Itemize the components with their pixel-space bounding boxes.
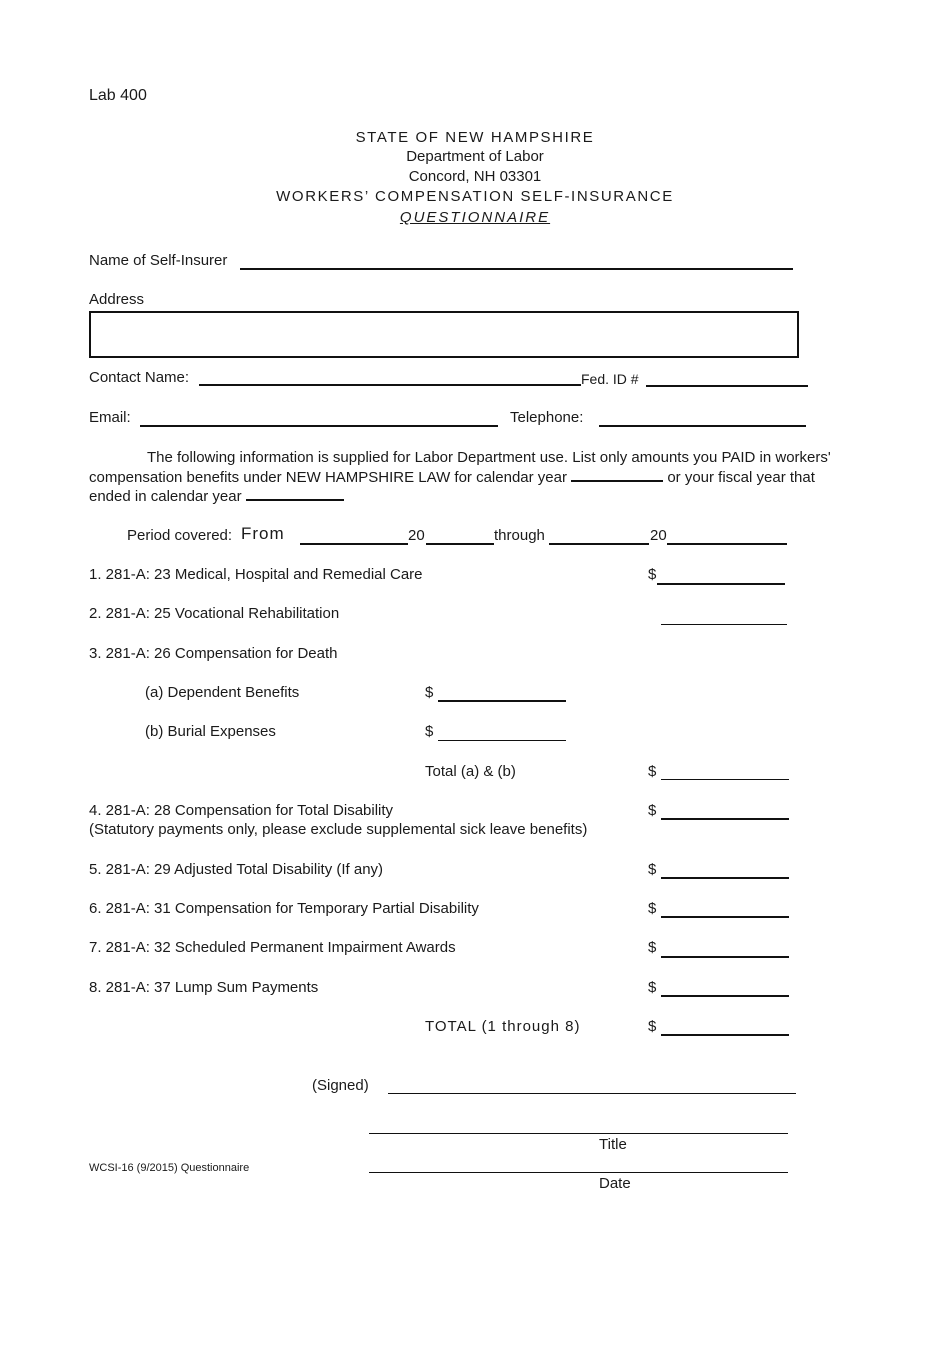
instructions-text-2: or your fiscal year that ended in calendar year xyxy=(89,468,815,505)
fiscal-year-input[interactable] xyxy=(246,487,344,501)
item-3b-label: (b) Burial Expenses xyxy=(145,723,276,740)
total-ab-currency: $ xyxy=(648,763,657,780)
period-from-label: From xyxy=(241,524,285,543)
address-label: Address xyxy=(89,291,145,308)
email-input[interactable] xyxy=(140,425,498,427)
item-6-currency: $ xyxy=(648,900,657,917)
calendar-year-input[interactable] xyxy=(571,468,663,482)
form-id-footer: WCSI-16 (9/2015) Questionnaire xyxy=(89,1162,250,1174)
form-title: QUESTIONNAIRE xyxy=(399,209,551,226)
period-year-prefix-2: 20 xyxy=(650,527,667,544)
item-1-currency: $ xyxy=(648,566,657,583)
period-from-year-input[interactable] xyxy=(426,543,494,545)
item-5-currency: $ xyxy=(648,861,657,878)
contact-name-label: Contact Name: xyxy=(89,369,190,386)
fed-id-input[interactable] xyxy=(646,385,808,387)
period-through-label: through xyxy=(494,527,545,544)
item-2-amount-input[interactable] xyxy=(661,624,787,625)
item-4-amount-input[interactable] xyxy=(661,818,789,820)
title-label: Title xyxy=(599,1136,627,1153)
date-input[interactable] xyxy=(369,1172,788,1173)
grand-total-label: TOTAL (1 through 8) xyxy=(425,1018,581,1035)
item-6-label: 6. 281-A: 31 Compensation for Temporary Partial Disability xyxy=(89,900,479,917)
department-heading: Department of Labor xyxy=(406,148,544,165)
title-input[interactable] xyxy=(369,1133,788,1134)
total-ab-amount-input[interactable] xyxy=(661,779,789,780)
item-4-note: (Statutory payments only, please exclude supplemental sick leave benefits) xyxy=(89,821,588,838)
item-4-label: 4. 281-A: 28 Compensation for Total Disability xyxy=(89,802,394,819)
instructions-text-1: The following information is supplied for Labor Department use. List only amounts you PAID in workers' compensation benefits under NEW HAMPSHIRE LAW for calendar year xyxy=(89,449,831,486)
item-3b-amount-input[interactable] xyxy=(438,740,566,741)
item-7-label: 7. 281-A: 32 Scheduled Permanent Impairment Awards xyxy=(89,939,456,956)
item-3b-currency: $ xyxy=(425,723,434,740)
state-heading: STATE OF NEW HAMPSHIRE xyxy=(355,129,595,146)
period-covered-label: Period covered: xyxy=(127,527,233,544)
item-5-amount-input[interactable] xyxy=(661,877,789,879)
contact-name-input[interactable] xyxy=(199,384,581,386)
item-8-currency: $ xyxy=(648,979,657,996)
item-2-label: 2. 281-A: 25 Vocational Rehabilitation xyxy=(89,605,340,622)
item-1-label: 1. 281-A: 23 Medical, Hospital and Remedial Care xyxy=(89,566,423,583)
grand-total-currency: $ xyxy=(648,1018,657,1035)
signature-input[interactable] xyxy=(388,1093,796,1094)
item-8-label: 8. 281-A: 37 Lump Sum Payments xyxy=(89,979,319,996)
item-3a-amount-input[interactable] xyxy=(438,700,566,702)
item-7-amount-input[interactable] xyxy=(661,956,789,958)
instructions-paragraph xyxy=(89,448,859,507)
date-label: Date xyxy=(599,1175,631,1192)
self-insurer-label: Name of Self-Insurer xyxy=(89,252,228,269)
item-6-amount-input[interactable] xyxy=(661,916,789,918)
fed-id-label: Fed. ID # xyxy=(581,371,639,387)
address-input-box[interactable] xyxy=(89,311,799,358)
total-ab-label: Total (a) & (b) xyxy=(425,763,516,780)
telephone-label: Telephone: xyxy=(510,409,584,426)
item-7-currency: $ xyxy=(648,939,657,956)
form-code: Lab 400 xyxy=(89,87,147,104)
program-heading: WORKERS’ COMPENSATION SELF-INSURANCE xyxy=(276,188,674,205)
period-year-prefix-1: 20 xyxy=(408,527,425,544)
item-3a-label: (a) Dependent Benefits xyxy=(145,684,300,701)
period-from-input[interactable] xyxy=(300,543,408,545)
period-through-input[interactable] xyxy=(549,543,649,545)
signed-label: (Signed) xyxy=(312,1077,369,1094)
self-insurer-input[interactable] xyxy=(240,268,793,270)
telephone-input[interactable] xyxy=(599,425,806,427)
grand-total-amount-input[interactable] xyxy=(661,1034,789,1036)
item-3-label: 3. 281-A: 26 Compensation for Death xyxy=(89,645,338,662)
city-heading: Concord, NH 03301 xyxy=(408,168,542,185)
item-5-label: 5. 281-A: 29 Adjusted Total Disability (If any) xyxy=(89,861,384,878)
item-8-amount-input[interactable] xyxy=(661,995,789,997)
item-4-currency: $ xyxy=(648,802,657,819)
item-3a-currency: $ xyxy=(425,684,434,701)
item-1-amount-input[interactable] xyxy=(657,583,785,585)
period-through-year-input[interactable] xyxy=(667,543,787,545)
email-label: Email: xyxy=(89,409,131,426)
